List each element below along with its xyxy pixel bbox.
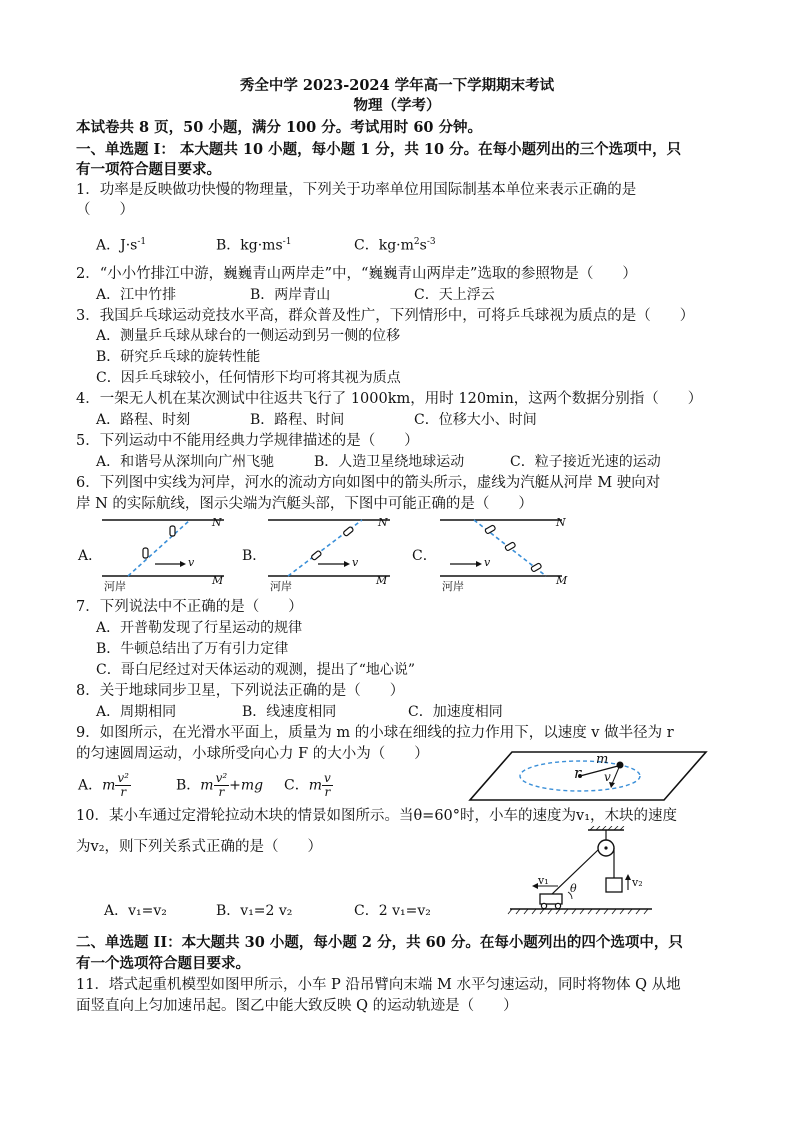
q11-stem-2: 面竖直向上匀加速吊起。图乙中能大致反映 Q 的运动轨迹是（ ） <box>76 998 518 1014</box>
q6c-label-bank: 河岸 <box>442 580 464 593</box>
q5-option-b: B．人造卫星绕地球运动 <box>314 454 465 470</box>
q6c-label-n: N <box>556 516 566 529</box>
q9-figure-label-v: v <box>604 770 611 784</box>
q5-stem: 5．下列运动中不能用经典力学规律描述的是（ ） <box>76 433 419 449</box>
section2-heading-1: 二、单选题 II：本大题共 30 小题，每小题 2 分，共 60 分。在每小题列出的四个选项中，只 <box>76 934 683 951</box>
q6a-label-v: v <box>188 556 195 569</box>
q9-figure-label-r: r <box>574 764 582 782</box>
q7-option-c: C．哥白尼经过对天体运动的观测，提出了“地心说” <box>96 662 416 678</box>
section1-heading-2: 有一项符合题目要求。 <box>76 161 221 178</box>
q9-stem-2: 的匀速圆周运动，小球所受向心力 F 的大小为（ ） <box>76 746 429 762</box>
q2-stem: 2．“小小竹排江中游，巍巍青山两岸走”中，“巍巍青山两岸走”选取的参照物是（ ） <box>76 266 637 282</box>
q10-stem-1: 10．某小车通过定滑轮拉动木块的情景如图所示。当θ=60°时，小车的速度为v₁，木块的速度 <box>76 808 678 824</box>
q4-stem: 4．一架无人机在某次测试中往返共飞行了 1000km，用时 120min，这两个数据分别指（ ） <box>76 391 703 407</box>
q10-figure <box>506 826 656 918</box>
q9-option-a: A．m $\frac{\text{v²}}{r}$ <box>78 771 129 799</box>
q3-option-b: B．研究乒乓球的旋转性能 <box>96 349 261 365</box>
q1-option-c: C．$kg\cdot m^2s^{-3}$ <box>354 237 436 254</box>
q6-option-a: A． <box>78 548 103 564</box>
q8-option-b: B．线速度相同 <box>242 704 337 720</box>
q8-option-a: A．周期相同 <box>96 704 177 720</box>
exam-subtitle: 物理（学考） <box>353 97 441 114</box>
q6-option-c: C． <box>412 548 437 564</box>
q6a-label-n: N <box>212 516 222 529</box>
q9-option-c: C．m $\frac{v}{r}$ <box>284 771 331 799</box>
q11-stem-1: 11．塔式起重机模型如图甲所示，小车 P 沿吊臂向末端 M 水平匀速运动，同时将物体 Q 从地 <box>76 977 681 993</box>
q6-stem-2: 岸 N 的实际航线，图示尖端为汽艇头部，下图中可能正确的是（ ） <box>76 496 533 512</box>
q6c-label-v: v <box>484 556 491 569</box>
q2-option-b: B．两岸青山 <box>250 287 331 303</box>
q7-option-a: A．开普勒发现了行星运动的规律 <box>96 620 303 636</box>
section1-heading-1: 一、单选题 I： 本大题共 10 小题，每小题 1 分，共 10 分。在每小题列出的三个选项中，只 <box>76 141 682 158</box>
q9-option-b: B．m $\frac{\text{v²}}{r}$ +mg <box>176 771 264 799</box>
q6b-label-n: N <box>378 516 388 529</box>
q2-option-a: A．江中竹排 <box>96 287 177 303</box>
q10-figure-label-v2: v₂ <box>632 876 643 889</box>
q3-stem: 3．我国乒乓球运动竞技水平高，群众普及性广，下列情形中，可将乒乓球视为质点的是（ ） <box>76 308 695 324</box>
q10-figure-label-theta: θ <box>570 882 577 895</box>
q8-stem: 8．关于地球同步卫星，下列说法正确的是（ ） <box>76 683 405 699</box>
q6-option-b: B． <box>242 548 267 564</box>
q4-option-b: B．路程、时间 <box>250 412 345 428</box>
q6c-label-m: M <box>556 574 568 587</box>
q4-option-a: A．路程、时刻 <box>96 412 191 428</box>
exam-title: 秀全中学 2023-2024 学年高一下学期期末考试 <box>239 77 555 94</box>
q1-option-b: B．$kg\cdot ms^{-1}$ <box>216 237 292 254</box>
q9-stem-1: 9．如图所示，在光滑水平面上，质量为 m 的小球在细线的拉力作用下，以速度 v 做半径为 r <box>76 725 674 741</box>
q6a-label-m: M <box>212 574 224 587</box>
q9-figure-label-m: m <box>596 752 609 767</box>
q7-stem: 7．下列说法中不正确的是（ ） <box>76 599 303 615</box>
q8-option-c: C．加速度相同 <box>408 704 503 720</box>
q6b-label-bank: 河岸 <box>270 580 292 593</box>
q5-option-c: C．粒子接近光速的运动 <box>510 454 661 470</box>
q6-stem-1: 6．下列图中实线为河岸，河水的流动方向如图中的箭头所示，虚线为汽艇从河岸 M 驶向对 <box>76 475 661 491</box>
q4-option-c: C．位移大小、时间 <box>414 412 537 428</box>
q3-option-c: C．因乒乓球较小，任何情形下均可将其视为质点 <box>96 370 401 386</box>
q3-option-a: A．测量乒乓球从球台的一侧运动到另一侧的位移 <box>96 328 401 344</box>
q6b-label-v: v <box>352 556 359 569</box>
q10-option-a: A．v₁=v₂ <box>104 903 167 919</box>
q10-figure-label-v1: v₁ <box>538 874 549 887</box>
q1-option-a: A．$J\cdot s^{-1}$ <box>96 237 147 254</box>
section2-heading-2: 有一个选项符合题目要求。 <box>76 955 250 972</box>
q6a-label-bank: 河岸 <box>104 580 126 593</box>
q9-figure <box>468 748 710 806</box>
q6b-label-m: M <box>376 574 388 587</box>
q10-option-b: B．v₁=2 v₂ <box>216 903 293 919</box>
q7-option-b: B．牛顿总结出了万有引力定律 <box>96 641 289 657</box>
exam-intro: 本试卷共 8 页，50 小题，满分 100 分。考试用时 60 分钟。 <box>76 119 483 136</box>
q10-stem-2: 为v₂，则下列关系式正确的是（ ） <box>76 839 323 855</box>
q5-option-a: A．和谐号从深圳向广州飞驰 <box>96 454 275 470</box>
q10-option-c: C．2 v₁=v₂ <box>354 903 431 919</box>
q1-stem-2: （ ） <box>76 202 134 218</box>
q1-stem-1: 1．功率是反映做功快慢的物理量，下列关于功率单位用国际制基本单位来表示正确的是 <box>76 182 637 198</box>
q2-option-c: C．天上浮云 <box>414 287 495 303</box>
